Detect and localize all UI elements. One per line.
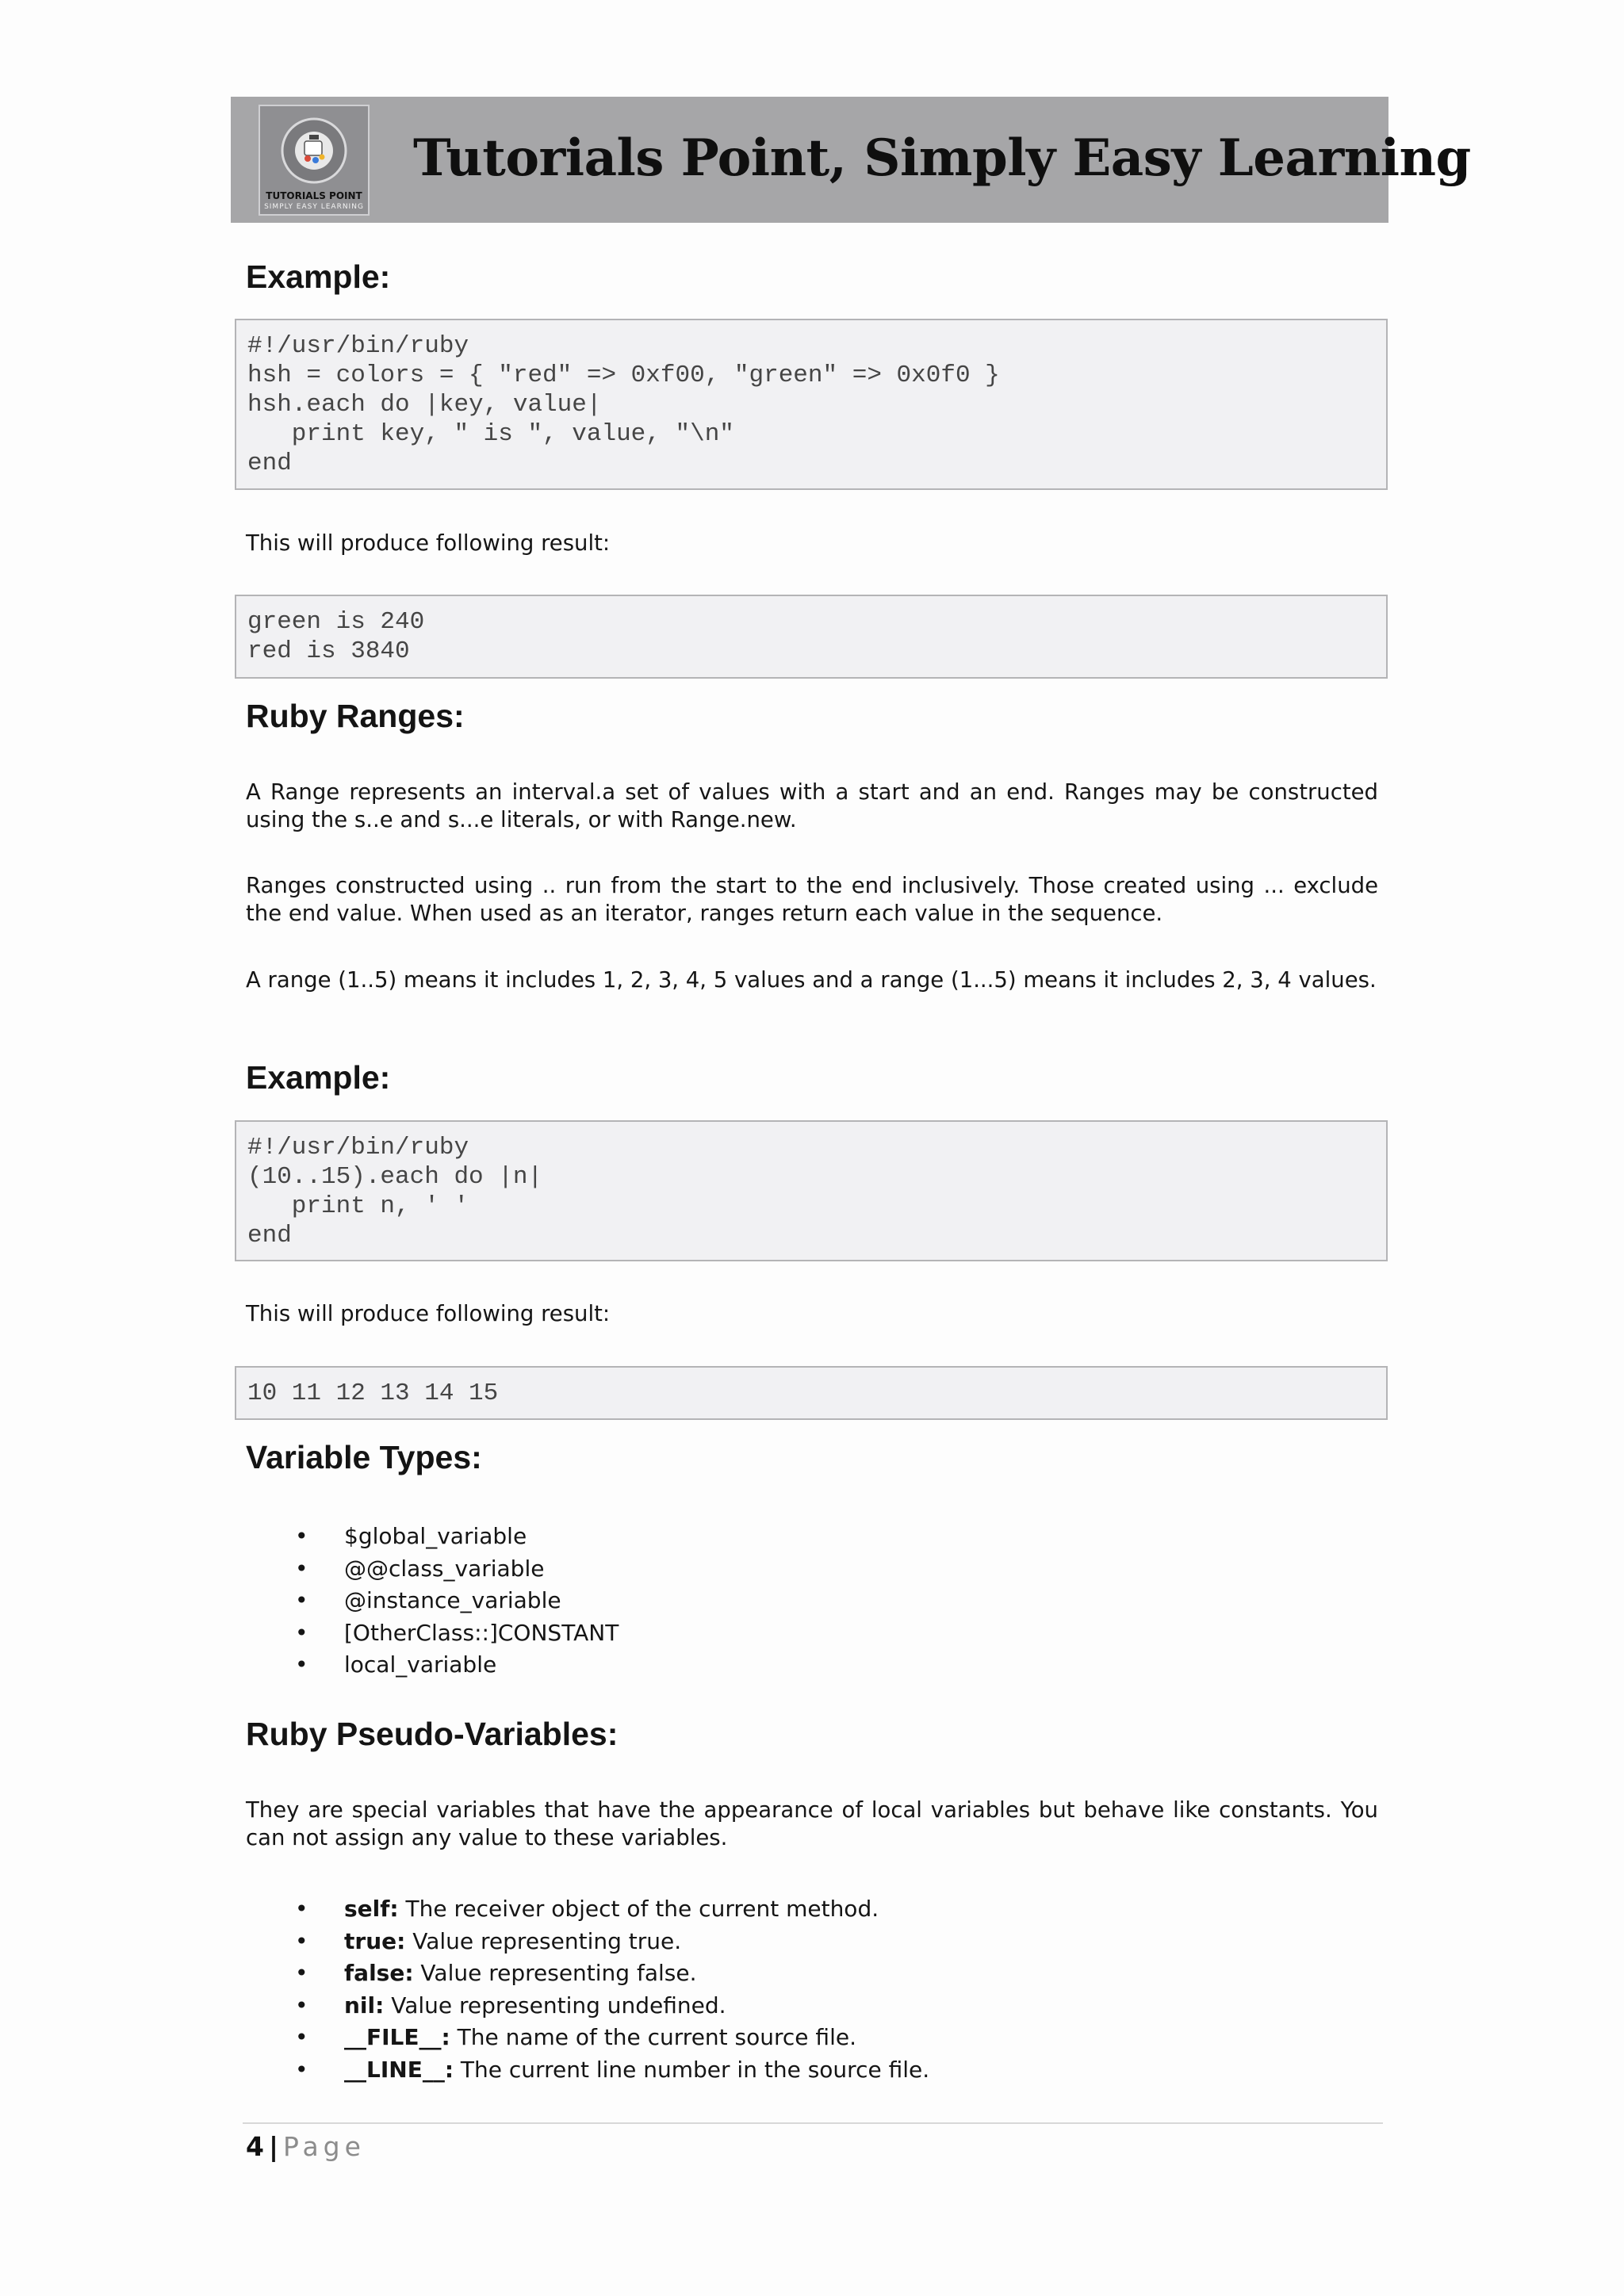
list-item xyxy=(246,1990,929,2022)
bullet-icon: • xyxy=(295,2024,308,2050)
result-label-1: This will produce following result: xyxy=(246,530,611,556)
pseudo-variables-heading: Ruby Pseudo-Variables: xyxy=(246,1716,619,1752)
bullet-icon: • xyxy=(295,1651,308,1678)
list-item: • @instance_variable xyxy=(246,1585,619,1617)
code-line: print key, " is ", value, "\n" xyxy=(247,420,734,448)
ranges-paragraph-1: A Range represents an interval.a set of values with a start and an end. Ranges may be constructed using the s..e and s...e literals, or with Range.new. xyxy=(246,779,1378,832)
term: false: xyxy=(344,1960,414,1986)
term: self: xyxy=(344,1896,399,1922)
code-block-2 xyxy=(235,1120,1388,1261)
bullet-icon: • xyxy=(295,1523,308,1549)
bullet-icon: • xyxy=(295,1896,308,1922)
term: __LINE__: xyxy=(344,2056,454,2083)
output-line: red is 3840 xyxy=(247,637,410,665)
bullet-icon: • xyxy=(295,1555,308,1582)
footer-divider xyxy=(243,2122,1383,2124)
description: The current line number in the source file. xyxy=(454,2056,930,2083)
list-item: • local_variable xyxy=(246,1649,619,1682)
logo-wordmark: TUTORIALS POINT xyxy=(266,190,362,201)
page-number: 4 xyxy=(246,2131,264,2162)
code-line: end xyxy=(247,450,292,477)
list-item xyxy=(246,2022,929,2054)
variable-types-heading: Variable Types: xyxy=(246,1439,482,1475)
description: Value representing undefined. xyxy=(384,1992,726,2019)
bullet-icon: • xyxy=(295,2056,308,2083)
list-item: • @@class_variable xyxy=(246,1553,619,1586)
variable-types-list xyxy=(246,1521,619,1682)
example-heading-1: Example: xyxy=(246,258,391,295)
pseudo-variables-intro: They are special variables that have the appearance of local variables but behave like constants. You can not assign any value to these variables. xyxy=(246,1797,1378,1850)
ruby-ranges-heading: Ruby Ranges: xyxy=(246,698,465,734)
logo-emblem-icon xyxy=(260,106,368,189)
pseudo-variables-list xyxy=(246,1893,929,2086)
list-item xyxy=(246,2054,929,2087)
term: __FILE__: xyxy=(344,2024,450,2050)
code-line: #!/usr/bin/ruby xyxy=(247,1134,469,1161)
page-label: Page xyxy=(283,2131,366,2162)
output-block-2 xyxy=(235,1366,1388,1420)
bullet-icon: • xyxy=(295,1960,308,1986)
description: Value representing true. xyxy=(405,1927,682,1954)
header-title: Tutorials Point, Simply Easy Learning xyxy=(413,128,1471,188)
output-line: green is 240 xyxy=(247,608,425,636)
code-line: #!/usr/bin/ruby xyxy=(247,332,469,360)
tutorials-point-logo xyxy=(259,105,370,216)
code-line: print n, ' ' xyxy=(247,1192,469,1220)
list-item: • $global_variable xyxy=(246,1521,619,1553)
code-line: hsh = colors = { "red" => 0xf00, "green" => 0x0f0 } xyxy=(247,362,1000,389)
page-header-banner xyxy=(231,97,1471,223)
description: Value representing false. xyxy=(413,1960,697,1986)
list-item xyxy=(246,1957,929,1990)
example-heading-2: Example: xyxy=(246,1059,391,1096)
code-line: hsh.each do |key, value| xyxy=(247,391,602,419)
code-line: end xyxy=(247,1222,292,1249)
code-line: (10..15).each do |n| xyxy=(247,1163,543,1191)
bullet-icon: • xyxy=(295,1927,308,1954)
page-footer xyxy=(246,2130,366,2164)
list-item xyxy=(246,1926,929,1958)
term: nil: xyxy=(344,1992,385,2019)
ranges-paragraph-2: Ranges constructed using .. run from the start to the end inclusively. Those created using ... exclude the end value. When used as an iterator, ranges return each value in the sequence. xyxy=(246,873,1378,926)
footer-separator: | xyxy=(268,2131,279,2162)
description: The name of the current source file. xyxy=(450,2024,856,2050)
term: true: xyxy=(344,1927,406,1954)
output-line: 10 11 12 13 14 15 xyxy=(247,1380,499,1407)
description: The receiver object of the current method. xyxy=(398,1896,879,1922)
list-item xyxy=(246,1893,929,1926)
bullet-icon: • xyxy=(295,1619,308,1646)
output-block-1 xyxy=(235,595,1388,679)
result-label-2: This will produce following result: xyxy=(246,1301,611,1326)
ranges-paragraph-3: A range (1..5) means it includes 1, 2, 3, 4, 5 values and a range (1...5) means it includes 2, 3, 4 values. xyxy=(246,967,1377,993)
bullet-icon: • xyxy=(295,1992,308,2019)
code-block-1 xyxy=(235,319,1388,490)
list-item: • [OtherClass::]CONSTANT xyxy=(246,1617,619,1650)
logo-tagline: SIMPLY EASY LEARNING xyxy=(264,203,364,211)
bullet-icon: • xyxy=(295,1587,308,1613)
